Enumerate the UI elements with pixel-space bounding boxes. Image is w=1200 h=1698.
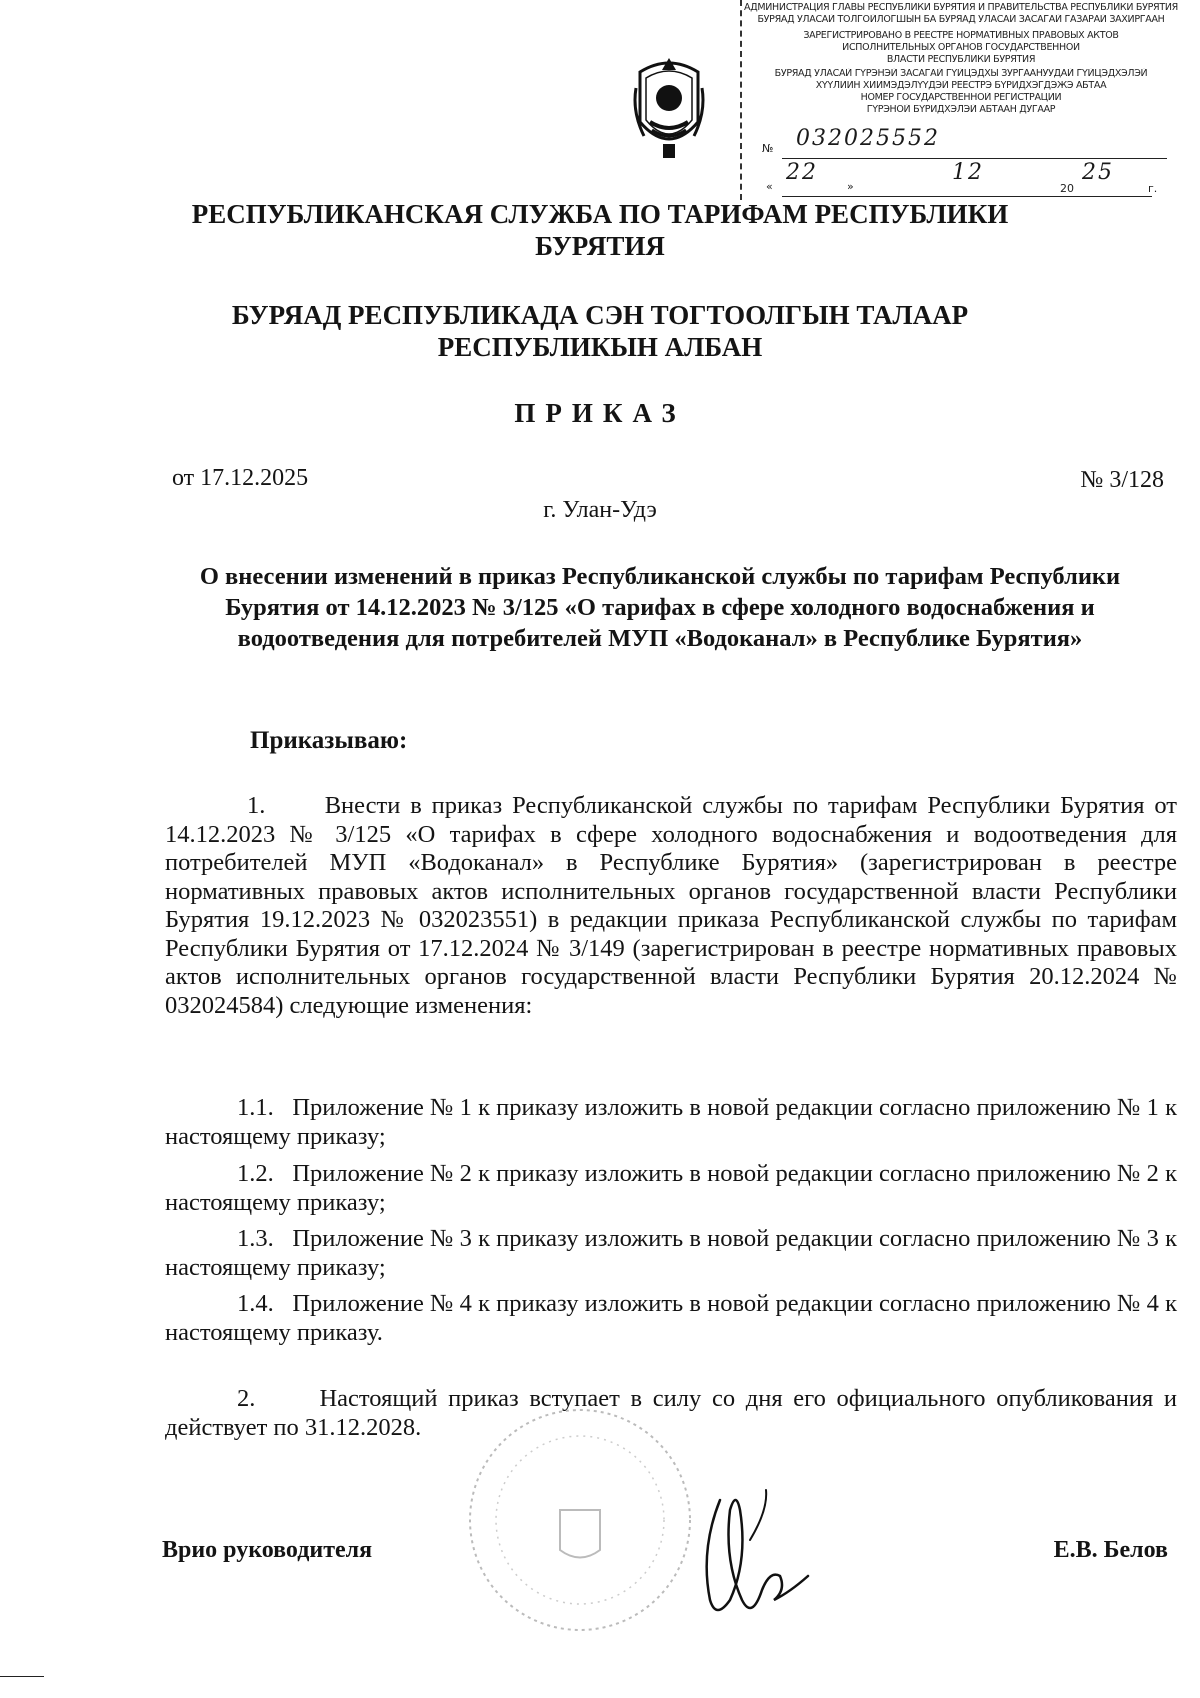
coat-of-arms-emblem <box>630 52 708 164</box>
stamp-divider <box>782 196 1152 197</box>
doc-city: г. Улан-Удэ <box>543 497 657 523</box>
sub-item-number: 1.4. <box>237 1290 274 1317</box>
stamp-line: АДМИНИСТРАЦИЯ ГЛАВЫ РЕСПУБЛИКИ БУРЯТИЯ И ПРАВИТЕЛЬСТВА РЕСПУБЛИКИ БУРЯТИЯ <box>744 2 1178 13</box>
stamp-line: ХҮҮЛИИН ХИИМЭДЭЛҮҮДЭЙ РЕЕСТРЭ БҮРИДХЭГДЭЖЭ АБТАА <box>815 80 1107 91</box>
stamp-line: ИСПОЛНИТЕЛЬНЫХ ОРГАНОВ ГОСУДАРСТВЕННОЙ <box>842 42 1080 53</box>
handwritten-signature <box>690 1480 820 1630</box>
sub-item-text: Приложение № 3 к приказу изложить в новой редакции согласно приложению № 3 к настоящему приказу; <box>165 1225 1178 1281</box>
stamp-line: ЗАРЕГИСТРИРОВАНО В РЕЕСТРЕ НОРМАТИВНЫХ ПРАВОВЫХ АКТОВ <box>803 30 1119 41</box>
order-word: Приказываю: <box>250 727 408 754</box>
org-name-ru: РЕСПУБЛИКАНСКАЯ СЛУЖБА ПО ТАРИФАМ РЕСПУБЛИКИ БУРЯТИЯ <box>191 199 1009 261</box>
paragraph-2-number: 2. <box>237 1385 256 1412</box>
stamp-line: БУРЯАД УЛАСАЙ ГҮРЭНЭЙ ЗАСАГАЙ ГҮЙЦЭДХЫ ЗУРГААНУУДАЙ ГҮЙЦЭДХЭЛЭЙ <box>774 68 1148 79</box>
org-name-bua-line1: БУРЯАД РЕСПУБЛИКАДА СЭН ТОГТООЛГЫН ТАЛААР <box>231 300 969 330</box>
stamp-divider <box>782 158 1167 159</box>
stamp-date-suffix: г. <box>1148 182 1158 195</box>
stamp-date-year: 25 <box>1082 160 1114 185</box>
sub-item-number: 1.2. <box>237 1160 274 1187</box>
paragraph-2-text: Настоящий приказ вступает в силу со дня его официального опубликования и действует по 31.12.2028. <box>165 1385 1178 1441</box>
signatory-position: Врио руководителя <box>162 1537 373 1563</box>
sub-item <box>165 1289 1177 1347</box>
paragraph-1-text: Внести в приказ Республиканской службы по тарифам Республики Бурятия от 14.12.2023 № 3/125 «О тарифах в сфере холодного водоснабжения и водоотведения для потребителей МУП «Водоканал» в Республике Бурятия» (зарегистрирован в реестре нормативных правовых актов исполнительных органов государственной власти Республики Бурятия 19.12.2023 № 032023551) в редакции приказа Республиканской службы по тарифам Республики Бурятия от 17.12.2024 № 3/149 (зарегистрирован в реестре нормативных правовых актов исполнительных органов государственной власти Республики Бурятия 20.12.2024 № 032024584) следующие изменения: <box>165 792 1178 1019</box>
paragraph-1-number: 1. <box>247 792 266 819</box>
stamp-date-day: 22 <box>786 160 818 185</box>
registration-stamp: АДМИНИСТРАЦИЯ ГЛАВЫ РЕСПУБЛИКИ БУРЯТИЯ И ПРАВИТЕЛЬСТВА РЕСПУБЛИКИ БУРЯТИЯ БУРЯАД УЛАСАЙ ТОЛГОЙЛОГШЫН БА БУРЯАД УЛАСАЙ ЗАСАГАЙ ГАЗАРАЙ ЗАХИРГААН ЗАРЕГИСТРИРОВАНО В РЕЕСТРЕ НОРМАТИВНЫХ ПРАВОВЫХ АКТОВ ИСПОЛНИТЕЛЬНЫХ ОРГАНОВ ГОСУДАРСТВЕННОЙ ВЛАСТИ РЕСПУБЛИКИ БУРЯТИЯ БУРЯАД УЛАСАЙ ГҮРЭНЭЙ ЗАСАГАЙ ГҮЙЦЭДХЫ ЗУРГААНУУДАЙ ГҮЙЦЭДХЭЛЭЙ ХҮҮЛИИН ХИИМЭДЭЛҮҮДЭЙ РЕЕСТРЭ БҮРИДХЭГДЭЖЭ АБТАА НОМЕР ГОСУДАРСТВЕННОЙ РЕГИСТРАЦИИ ГҮРЭНОЙ БҮРИДХЭЛЭЙ АБТААН ДУГААР № 032025552 « 22 » 12 20 25 г. <box>740 0 1180 200</box>
sub-item <box>165 1224 1177 1282</box>
stamp-line: ГҮРЭНОЙ БҮРИДХЭЛЭЙ АБТААН ДУГААР <box>866 104 1056 115</box>
doc-date: от 17.12.2025 <box>172 465 309 491</box>
stamp-line: БУРЯАД УЛАСАЙ ТОЛГОЙЛОГШЫН БА БУРЯАД УЛАСАЙ ЗАСАГАЙ ГАЗАРАЙ ЗАХИРГААН <box>757 14 1165 25</box>
page-edge-mark <box>0 1676 44 1677</box>
doc-type: ПРИКАЗ <box>514 398 686 428</box>
stamp-date-year-prefix: 20 <box>1060 182 1074 195</box>
stamp-line: ВЛАСТИ РЕСПУБЛИКИ БУРЯТИЯ <box>886 54 1036 65</box>
paragraph-1 <box>165 792 1177 1020</box>
official-seal <box>460 1400 700 1640</box>
sub-item-number: 1.1. <box>237 1094 274 1121</box>
sub-item-text: Приложение № 2 к приказу изложить в новой редакции согласно приложению № 2 к настоящему приказу; <box>165 1160 1178 1216</box>
sub-item <box>165 1093 1177 1151</box>
stamp-reg-label: № <box>762 142 774 155</box>
doc-number: № 3/128 <box>1080 467 1164 493</box>
signatory-name: Е.В. Белов <box>1053 1537 1168 1563</box>
sub-item-text: Приложение № 4 к приказу изложить в новой редакции согласно приложению № 4 к настоящему приказу. <box>165 1290 1178 1346</box>
stamp-line: НОМЕР ГОСУДАРСТВЕННОЙ РЕГИСТРАЦИИ <box>860 92 1062 103</box>
sub-item-number: 1.3. <box>237 1225 274 1252</box>
stamp-date-month: 12 <box>952 160 984 185</box>
sub-item <box>165 1159 1177 1217</box>
stamp-reg-number: 032025552 <box>796 126 940 151</box>
org-name-bua-line2: РЕСПУБЛИКЫН АЛБАН <box>437 332 763 362</box>
doc-title: О внесении изменений в приказ Республиканской службы по тарифам Республики Бурятия от 14.12.2023 № 3/125 «О тарифах в сфере холодного водоснабжения и водоотведения для потребителей МУП «Водоканал» в Республике Бурятия» <box>199 563 1121 652</box>
sub-item-text: Приложение № 1 к приказу изложить в новой редакции согласно приложению № 1 к настоящему приказу; <box>165 1094 1178 1150</box>
